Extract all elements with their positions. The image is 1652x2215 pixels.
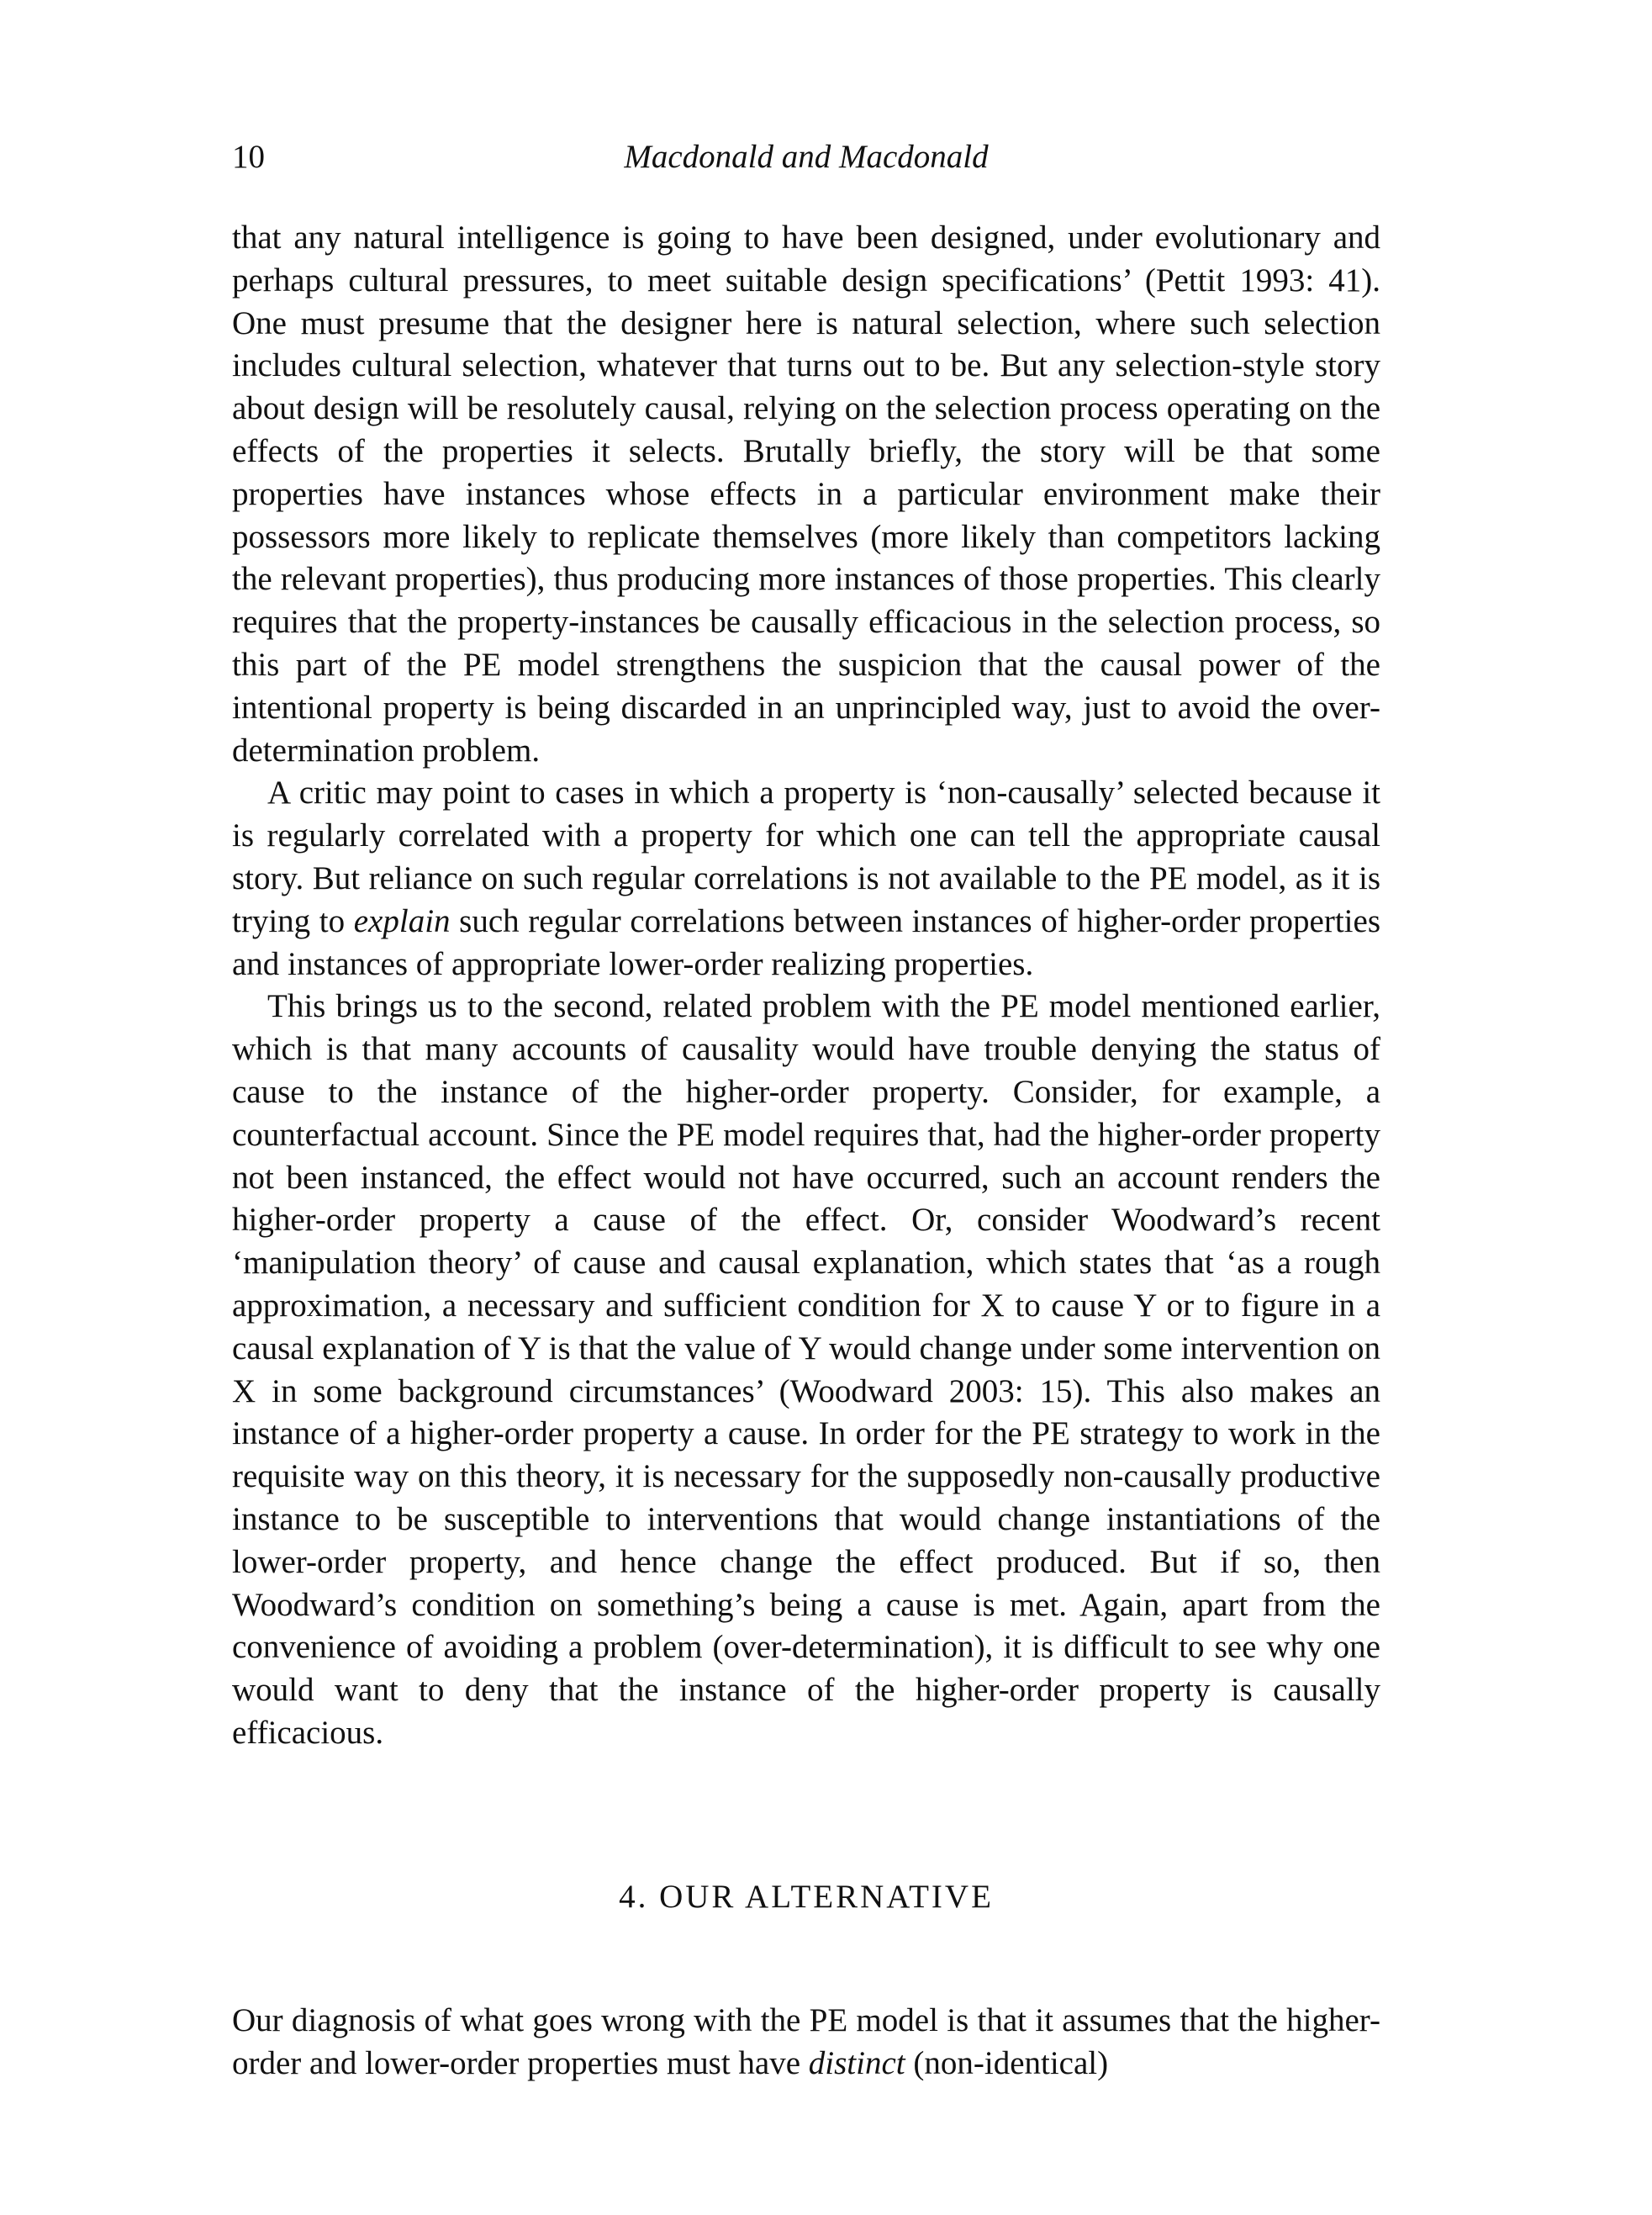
paragraph-4 — [232, 2000, 1380, 2085]
running-head: Macdonald and Macdonald — [624, 139, 989, 175]
paragraph-text: that any natural intelligence is going to have been designed, under evolutionary and perhaps cultural pressures, to meet suitable design specifications’ (Pettit 1993: 41). One must presume that the designer here is natural selection, where such selection includes cultural selection, whatever that turns out to be. But any selection-style story about design will be resolutely causal, relying on the selection process operating on the effects of the properties it selects. Brutally briefly, the story will be that some properties have instances whose effects in a particular environment make their possessors more likely to replicate themselves (more likely than competitors lacking the relevant properties), thus producing more instances of those properties. This clearly requires that the property-instances be causally efficacious in the selection process, so this part of the PE model strengthens the suspicion that the causal power of the intentional property is being discarded in an unprincipled way, just to avoid the over-determination problem. — [232, 219, 1380, 769]
page-number: 10 — [232, 139, 265, 175]
paragraph-2 — [232, 772, 1380, 986]
paragraph-3 — [232, 986, 1380, 1754]
paragraph-text: Our diagnosis of what goes wrong with the PE model is that it assumes that the higher-order and lower-order properties must have — [232, 2002, 1380, 2081]
paragraph-text: such regular correlations between instances of higher-order properties and instances of appropriate lower-order realizing properties. — [232, 902, 1380, 982]
paragraph-text: (non-identical) — [905, 2044, 1109, 2081]
section-heading: 4. OUR ALTERNATIVE — [619, 1879, 994, 1915]
emphasis-distinct: distinct — [808, 2044, 905, 2081]
page-header — [232, 138, 1380, 185]
paragraph-text: This brings us to the second, related problem with the PE model mentioned earlier, which is that many accounts of causality would have trouble denying the status of cause to the instance of the higher-order property. Consider, for example, a counterfactual account. Since the PE model requires that, had the higher-order property not been instanced, the effect would not have occurred, such an account renders the higher-order property a cause of the effect. Or, consider Woodward’s recent ‘manipulation theory’ of cause and causal explanation, which states that ‘as a rough approximation, a necessary and sufficient condition for X to cause Y or to figure in a causal explanation of Y is that the value of Y would change under some intervention on X in some background circumstances’ (Woodward 2003: 15). This also makes an instance of a higher-order property a cause. In order for the PE strategy to work in the requisite way on this theory, it is necessary for the supposedly non-causally productive instance to be susceptible to interventions that would change instantiations of the lower-order property, and hence change the effect produced. But if so, then Woodward’s condition on something’s being a cause is met. Again, apart from the convenience of avoiding a problem (over-determination), it is difficult to see why one would want to deny that the instance of the higher-order property is causally efficacious. — [232, 988, 1380, 1751]
emphasis-explain: explain — [353, 902, 451, 939]
body-text — [232, 217, 1380, 1755]
paragraph-text: A critic may point to cases in which a property is ‘non-causally’ selected because it is regularly correlated with a property for which one can tell the appropriate causal story. But reliance on such regular correlations is not available to the PE model, as it is trying to — [232, 774, 1380, 939]
paragraph-1 — [232, 217, 1380, 772]
section-body-text — [232, 2000, 1380, 2085]
